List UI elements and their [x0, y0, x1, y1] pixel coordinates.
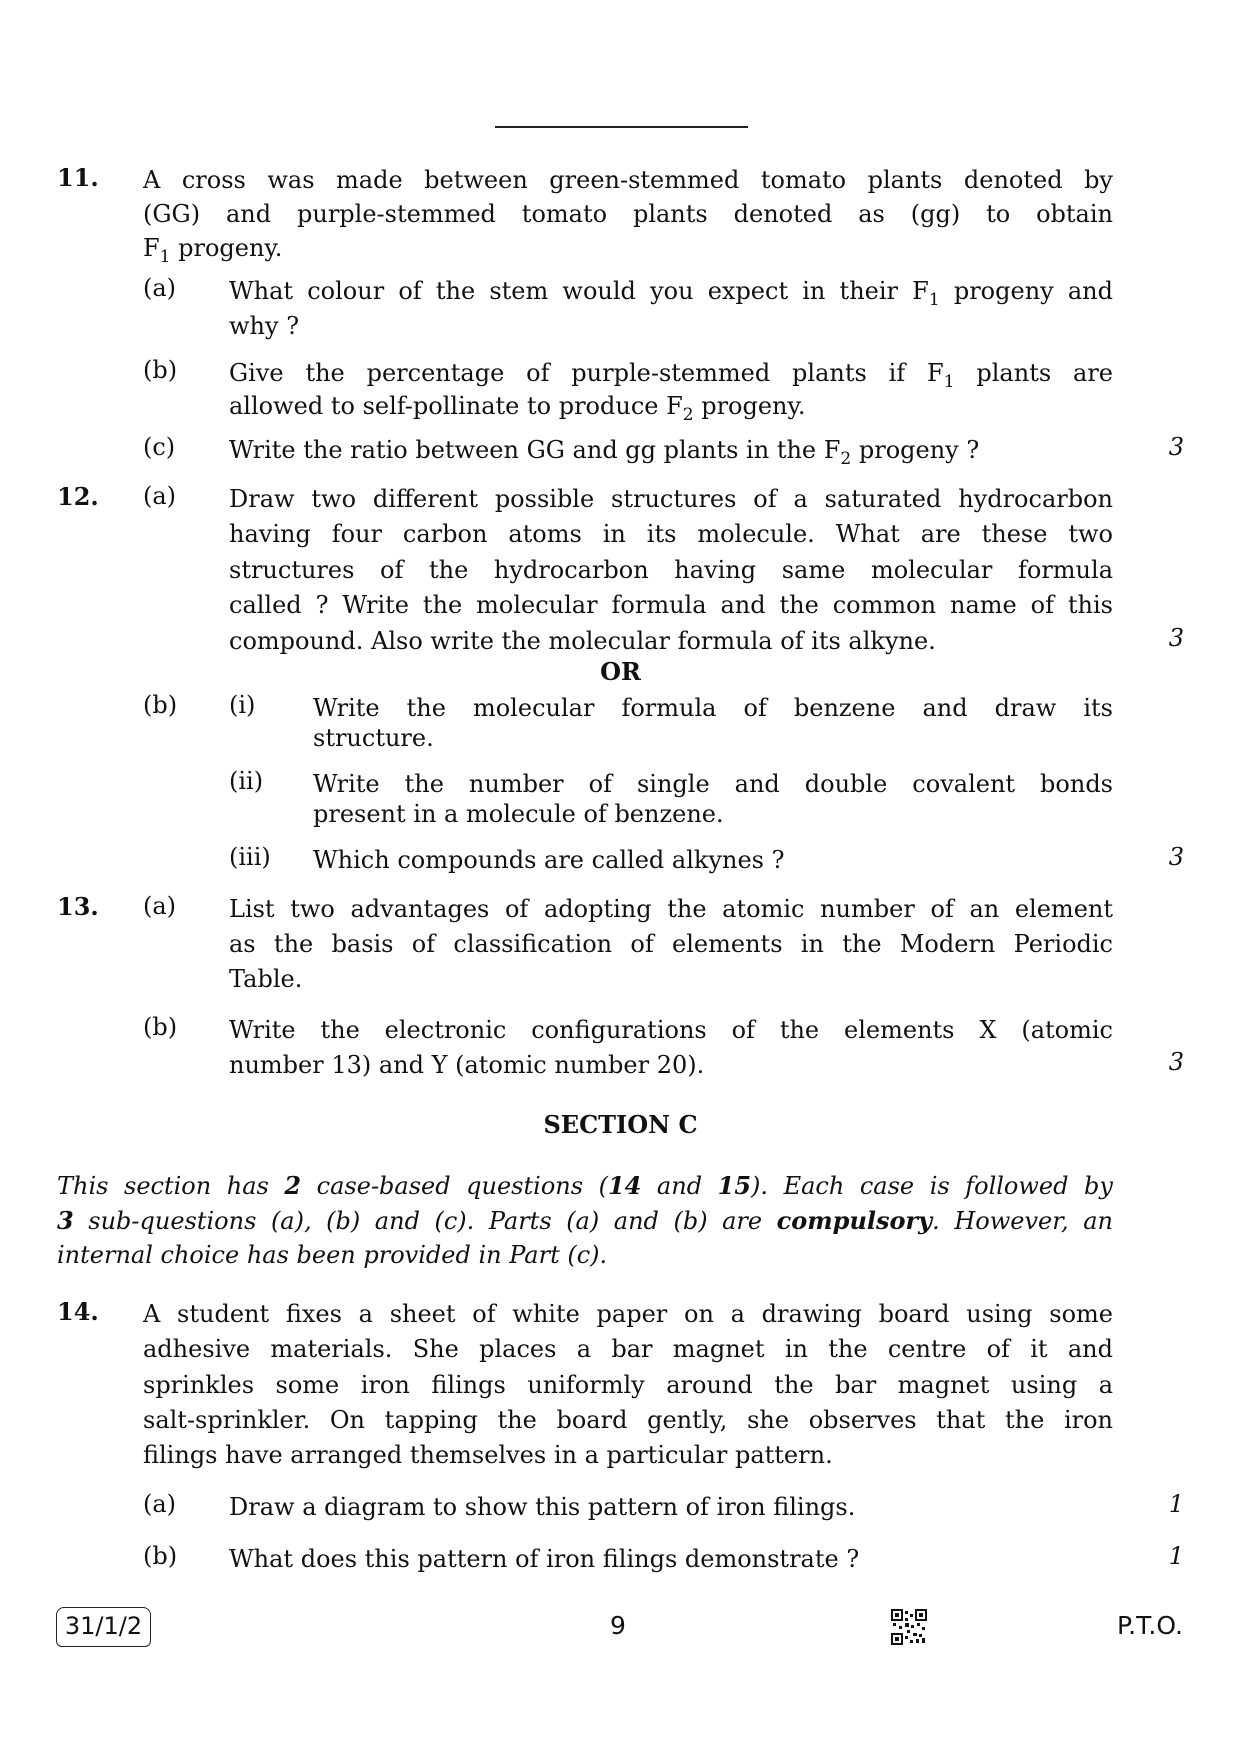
q13b-line1: Write the electronic configurations of the elements X (atomic — [229, 1016, 1113, 1044]
q12a-line1: Draw two different possible structures of a saturated hydrocarbon — [229, 485, 1113, 513]
section-c-intro-line3: internal choice has been provided in Part (c). — [57, 1241, 608, 1269]
q13a-line2: as the basis of classification of elements in the Modern Periodic — [229, 930, 1113, 958]
section-c-intro-line2: 3 sub-questions (a), (b) and (c). Parts (a) and (b) are compulsory. However, an — [57, 1206, 1113, 1235]
q14-line4: salt-sprinkler. On tapping the board gently, she observes that the iron — [143, 1406, 1113, 1434]
q14a-label: (a) — [143, 1490, 177, 1518]
q12a-line3: structures of the hydrocarbon having same molecular formula — [229, 556, 1113, 584]
q14-line1: A student fixes a sheet of white paper on a drawing board using some — [143, 1300, 1113, 1328]
q14-number: 14. — [57, 1297, 99, 1326]
q14-line5: filings have arranged themselves in a particular pattern. — [143, 1441, 833, 1469]
q12b-iii-label: (iii) — [229, 843, 271, 871]
q14b-label: (b) — [143, 1542, 178, 1570]
q12a-label: (a) — [143, 482, 177, 510]
page-number: 9 — [610, 1611, 626, 1640]
q13b-label: (b) — [143, 1013, 178, 1041]
q12b-i-label: (i) — [229, 691, 256, 719]
section-c-title: SECTION C — [543, 1110, 698, 1139]
q13a-line1: List two advantages of adopting the atomic number of an element — [229, 895, 1113, 923]
q11a-label: (a) — [143, 274, 177, 302]
q12b-iii-text: Which compounds are called alkynes ? — [313, 846, 785, 874]
q12a-marks: 3 — [1168, 624, 1184, 652]
top-rule — [495, 126, 748, 128]
q11-stem-line1: A cross was made between green-stemmed tomato plants denoted by — [143, 166, 1113, 194]
q13a-line3: Table. — [229, 965, 303, 993]
q12b-ii-line2: present in a molecule of benzene. — [313, 800, 724, 828]
q11a-line1: What colour of the stem would you expect in their $F_1$ progeny and — [229, 277, 1114, 310]
q11b-label: (b) — [143, 356, 178, 384]
q12b-marks: 3 — [1168, 843, 1184, 871]
q12a-line2: having four carbon atoms in its molecule. What are these two — [229, 520, 1113, 548]
q14-line2: adhesive materials. She places a bar magnet in the centre of it and — [143, 1335, 1113, 1363]
q12b-ii-label: (ii) — [229, 767, 264, 795]
or-separator: OR — [600, 657, 641, 686]
q14a-marks: 1 — [1168, 1490, 1184, 1518]
q11a-line2: why ? — [229, 312, 300, 340]
q13b-line2: number 13) and Y (atomic number 20). — [229, 1051, 705, 1079]
q11c-text: Write the ratio between GG and gg plants in the $F_2$ progeny ? — [229, 436, 980, 469]
q12a-line5: compound. Also write the molecular formula of its alkyne. — [229, 627, 936, 655]
section-c-intro-line1: This section has 2 case-based questions (14 and 15). Each case is followed by — [57, 1171, 1113, 1200]
q12b-i-line2: structure. — [313, 724, 434, 752]
q14a-text: Draw a diagram to show this pattern of iron filings. — [229, 1493, 856, 1521]
paper-code-badge: 31/1/2 — [56, 1607, 151, 1647]
q12b-label: (b) — [143, 691, 178, 719]
q11b-line2: allowed to self-pollinate to produce $F_2$ progeny. — [229, 392, 806, 425]
q12b-ii-line1: Write the number of single and double covalent bonds — [313, 770, 1113, 798]
q11-stem-line3: $F_1$ progeny. — [143, 234, 283, 267]
pto-label: P.T.O. — [1117, 1611, 1183, 1640]
q11-marks: 3 — [1168, 433, 1184, 461]
q12b-i-line1: Write the molecular formula of benzene and draw its — [313, 694, 1113, 722]
q11-stem-line2: (GG) and purple-stemmed tomato plants denoted as (gg) to obtain — [143, 200, 1113, 228]
q11-number: 11. — [57, 163, 99, 192]
q13-number: 13. — [57, 892, 99, 921]
q13-marks: 3 — [1168, 1048, 1184, 1076]
q12a-line4: called ? Write the molecular formula and the common name of this — [229, 591, 1113, 619]
q14-line3: sprinkles some iron filings uniformly around the bar magnet using a — [143, 1371, 1113, 1399]
q13a-label: (a) — [143, 892, 177, 920]
q14b-text: What does this pattern of iron filings demonstrate ? — [229, 1545, 860, 1573]
q11b-line1: Give the percentage of purple-stemmed plants if $F_1$ plants are — [229, 359, 1113, 392]
qr-code-icon — [891, 1609, 927, 1645]
q14b-marks: 1 — [1168, 1542, 1184, 1570]
q11c-label: (c) — [143, 433, 176, 461]
q12-number: 12. — [57, 482, 99, 511]
